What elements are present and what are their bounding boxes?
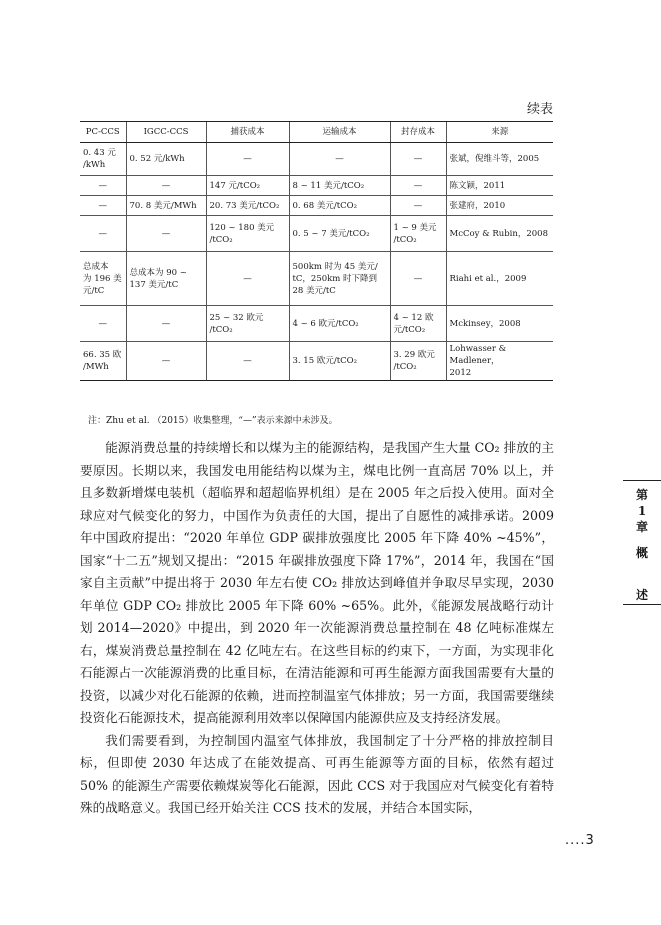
cell-source: Riahi et al.，2009: [446, 252, 553, 306]
body-text: [80, 437, 554, 820]
cell-source: Mckinsey，2008: [446, 306, 553, 342]
chapter-tab-char: 章: [635, 520, 648, 534]
cell-igcc-ccs: —: [126, 342, 206, 381]
cell-transport-cost: 4 ~ 6 欧元/tCO₂: [289, 306, 390, 342]
page-number: ....3: [565, 833, 595, 848]
cell-source: 陈文颖，2011: [446, 176, 553, 196]
col-header-igcc-ccs: IGCC-CCS: [126, 122, 206, 143]
table-row: [80, 252, 553, 306]
chapter-tab-bottom-rule: [623, 604, 661, 605]
cell-igcc-ccs: —: [126, 306, 206, 342]
cell-pc-ccs: —: [80, 196, 126, 216]
cell-storage-cost: —: [390, 143, 446, 176]
table-continued-label: 续表: [526, 102, 553, 117]
cell-igcc-ccs: 总成本为 90 ~ 137 美元/tC: [126, 252, 206, 306]
paragraph: 我们需要看到，为控制国内温室气体排放，我国制定了十分严格的排放控制目标，但即使 2030 年达成了在能效提高、可再生能源等方面的目标，依然有超过 50% 的能源生产需要依赖煤炭等化石能源，因此 CCS 对于我国应对气候变化有着特殊的战略意义。我国已经开始关注 CCS 技术的发展，并结合本国实际，: [80, 732, 554, 815]
table-row: [80, 216, 553, 252]
cell-transport-cost: 500km 时为 45 美元/ tC，250km 时下降到 28 美元/tC: [289, 252, 390, 306]
cell-storage-cost: 3. 29 欧元 /tCO₂: [390, 342, 446, 381]
paragraph: 能源消费总量的持续增长和以煤为主的能源结构，是我国产生大量 CO₂ 排放的主要原因。长期以来，我国发电用能结构以煤为主，煤电比例一直高居 70% 以上，并且多数新增煤电装机（超临界和超超临界机组）是在 2005 年之后投入使用。面对全球应对气候变化的努力，中国作为负责任的大国，提出了自愿性的减排承诺。2009 年中国政府提出：“2020 年单位 GDP 碳排放强度比 2005 年下降 40% ~45%”，国家“十二五”规划又提出：“2015 年碳排放强度下降 17%”，2014 年，我国在“国家自主贡献”中提出将于 2030 年左右使 CO₂ 排放达到峰值并争取尽早实现，2030 年单位 GDP CO₂ 排放比 2005 年下降 60% ~65%。此外，《能源发展战略行动计划 2014—2020》中提出，到 2020 年一次能源消费总量控制在 48 亿吨标准煤左右，煤炭消费总量控制在 42 亿吨左右。在这些目标的约束下，一方面，为实现非化石能源占一次能源消费的比重目标，在清洁能源和可再生能源方面我国需要有大量的投资，以减少对化石能源的依赖，进而控制温室气体排放；另一方面，我国需要继续投资化石能源技术，提高能源利用效率以保障国内能源供应及支持经济发展。: [80, 440, 554, 725]
table-row: [80, 196, 553, 216]
table-note: 注：Zhu et al. （2015）收集整理，“—”表示来源中未涉及。: [88, 416, 338, 426]
cell-capture-cost: 20. 73 美元/tCO₂: [206, 196, 289, 216]
table-header-row: [80, 122, 553, 143]
cell-capture-cost: —: [206, 252, 289, 306]
cell-transport-cost: 0. 68 美元/tCO₂: [289, 196, 390, 216]
cell-source: 张斌，倪维斗等，2005: [446, 143, 553, 176]
cell-capture-cost: 120 ~ 180 美元 /tCO₂: [206, 216, 289, 252]
chapter-side-tab: [635, 487, 649, 603]
chapter-tab-char: 述: [635, 588, 648, 602]
cell-transport-cost: 0. 5 ~ 7 美元/tCO₂: [289, 216, 390, 252]
cell-igcc-ccs: 70. 8 美元/MWh: [126, 196, 206, 216]
cell-igcc-ccs: 0. 52 元/kWh: [126, 143, 206, 176]
cell-pc-ccs: 0. 43 元 /kWh: [80, 143, 126, 176]
cell-storage-cost: —: [390, 176, 446, 196]
cell-pc-ccs: —: [80, 176, 126, 196]
table-row: [80, 143, 553, 176]
cell-igcc-ccs: —: [126, 216, 206, 252]
cell-storage-cost: 1 ~ 9 美元 /tCO₂: [390, 216, 446, 252]
cell-source: Lohwasser & Madlener， 2012: [446, 342, 553, 381]
cell-capture-cost: —: [206, 143, 289, 176]
cell-transport-cost: —: [289, 143, 390, 176]
col-header-transport-cost: 运输成本: [289, 122, 390, 143]
cell-capture-cost: —: [206, 342, 289, 381]
cell-storage-cost: 4 ~ 12 欧 元/tCO₂: [390, 306, 446, 342]
cell-source: 张建府，2010: [446, 196, 553, 216]
cell-pc-ccs: —: [80, 216, 126, 252]
cell-pc-ccs: 总成本 为 196 美 元/tC: [80, 252, 126, 306]
col-header-capture-cost: 捕获成本: [206, 122, 289, 143]
cell-capture-cost: 25 ~ 32 欧元 /tCO₂: [206, 306, 289, 342]
cell-transport-cost: 8 ~ 11 美元/tCO₂: [289, 176, 390, 196]
cell-transport-cost: 3. 15 欧元/tCO₂: [289, 342, 390, 381]
col-header-source: 来源: [446, 122, 553, 143]
cell-pc-ccs: —: [80, 306, 126, 342]
chapter-tab-number: 1: [637, 504, 647, 518]
cell-capture-cost: 147 元/tCO₂: [206, 176, 289, 196]
cell-storage-cost: —: [390, 252, 446, 306]
cell-storage-cost: —: [390, 196, 446, 216]
cell-igcc-ccs: —: [126, 176, 206, 196]
table-row: [80, 176, 553, 196]
col-header-pc-ccs: PC-CCS: [80, 122, 126, 143]
cell-source: McCoy & Rubin，2008: [446, 216, 553, 252]
col-header-storage-cost: 封存成本: [390, 122, 446, 143]
chapter-tab-top-rule: [623, 480, 661, 481]
table-row: [80, 306, 553, 342]
chapter-tab-char: 概: [635, 546, 648, 560]
ccs-cost-table: [80, 121, 553, 381]
table-row: [80, 342, 553, 381]
chapter-tab-char: 第: [635, 488, 648, 502]
cell-pc-ccs: 66. 35 欧 /MWh: [80, 342, 126, 381]
